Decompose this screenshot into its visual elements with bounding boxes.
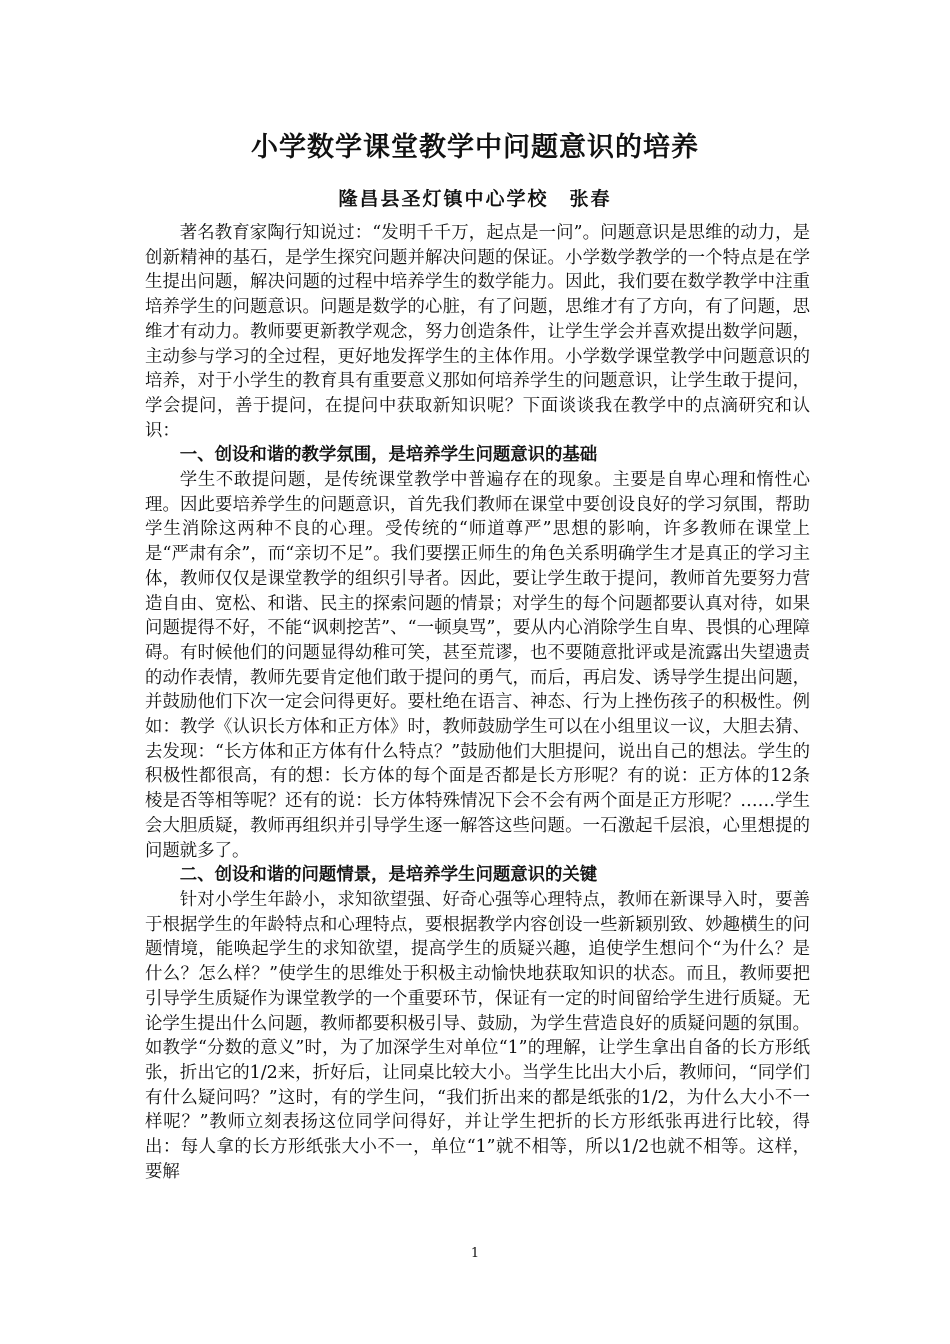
section-heading-1: 一、创设和谐的教学氛围，是培养学生问题意识的基础 bbox=[179, 445, 598, 466]
section-heading-2: 二、创设和谐的问题情景，是培养学生问题意识的关键 bbox=[179, 865, 598, 886]
section-2-paragraph: 针对小学生年龄小，求知欲望强、好奇心强等心理特点，教师在新课导入时，要善于根据学生的年龄特点和心理特点，要根据教学内容创设一些新颖别致、妙趣横生的问题情境，能唤起学生的求知欲望，提高学生的质疑兴趣，追使学生想问个“为什么？是什么？怎么样？”使学生的思维处于积极主动愉快地获取知识的状态。而且，教师要把引导学生质疑作为课堂教学的一个重要环节，保证有一定的时间留给学生进行质疑。无论学生提出什么问题，教师都要积极引导、鼓励，为学生营造良好的质疑问题的氛围。如教学“分数的意义”时，为了加深学生对单位“1”的理解，让学生拿出自备的长方形纸张，折出它的1/2来，折好后，让同桌比较大小。当学生比出大小后，教师问，“同学们有什么疑问吗？”这时，有的学生问，“我们折出来的都是纸张的1/2，为什么大小不一样呢？”教师立刻表扬这位同学问得好，并让学生把折的长方形纸张再进行比较，得出：每人拿的长方形纸张大小不一，单位“1”就不相等，所以1/2也就不相等。这样，要解 bbox=[145, 889, 810, 1182]
document-author: 隆昌县圣灯镇中心学校 张春 bbox=[338, 188, 612, 210]
page-number: 1 bbox=[470, 1246, 480, 1261]
document-title: 小学数学课堂教学中问题意识的培养 bbox=[251, 132, 699, 163]
document-body bbox=[145, 221, 810, 1184]
section-1-paragraph: 学生不敢提问题，是传统课堂教学中普遍存在的现象。主要是自卑心理和惰性心理。因此要培养学生的问题意识，首先我们教师在课堂中要创设良好的学习氛围，帮助学生消除这两种不良的心理。受传统的“师道尊严”思想的影响，许多教师在课堂上是“严肃有余”，而“亲切不足”。我们要摆正师生的角色关系明确学生才是真正的学习主体，教师仅仅是课堂教学的组织引导者。因此，要让学生敢于提问，教师首先要努力营造自由、宽松、和谐、民主的探索问题的情景；对学生的每个问题都要认真对待，如果问题提得不好，不能“讽刺挖苦”、“一顿臭骂”，要从内心消除学生自卑、畏惧的心理障碍。有时候他们的问题显得幼稚可笑，甚至荒谬，也不要随意批评或是流露出失望遗责的动作表情，教师先要肯定他们敢于提问的勇气，而后，再启发、诱导学生提出问题，并鼓励他们下次一定会问得更好。要杜绝在语言、神态、行为上挫伤孩子的积极性。例如：教学《认识长方体和正方体》时，教师鼓励学生可以在小组里议一议，大胆去猜、去发现：“长方体和正方体有什么特点？”鼓励他们大胆提问，说出自己的想法。学生的积极性都很高，有的想：长方体的每个面是否都是长方形呢？有的说：正方体的12条棱是否等相等呢？还有的说：长方体特殊情况下会不会有两个面是正方形呢？……学生会大胆质疑，教师再组织并引导学生逐一解答这些问题。一石激起千层浪，心里想提的问题就多了。 bbox=[145, 470, 810, 861]
intro-paragraph: 著名教育家陶行知说过：“发明千千万，起点是一问”。问题意识是思维的动力，是创新精神的基石，是学生探究问题并解决问题的保证。小学数学教学的一个特点是在学生提出问题，解决问题的过程中培养学生的数学能力。因此，我们要在数学教学中注重培养学生的问题意识。问题是数学的心脏，有了问题，思维才有了方向，有了问题，思维才有动力。教师要更新教学观念，努力创造条件，让学生学会并喜欢提出数学问题，主动参与学习的全过程，更好地发挥学生的主体作用。小学数学课堂教学中问题意识的培养，对于小学生的教育具有重要意义那如何培养学生的问题意识，让学生敢于提问，学会提问，善于提问，在提问中获取新知识呢？下面谈谈我在教学中的点滴研究和认识： bbox=[145, 223, 810, 441]
